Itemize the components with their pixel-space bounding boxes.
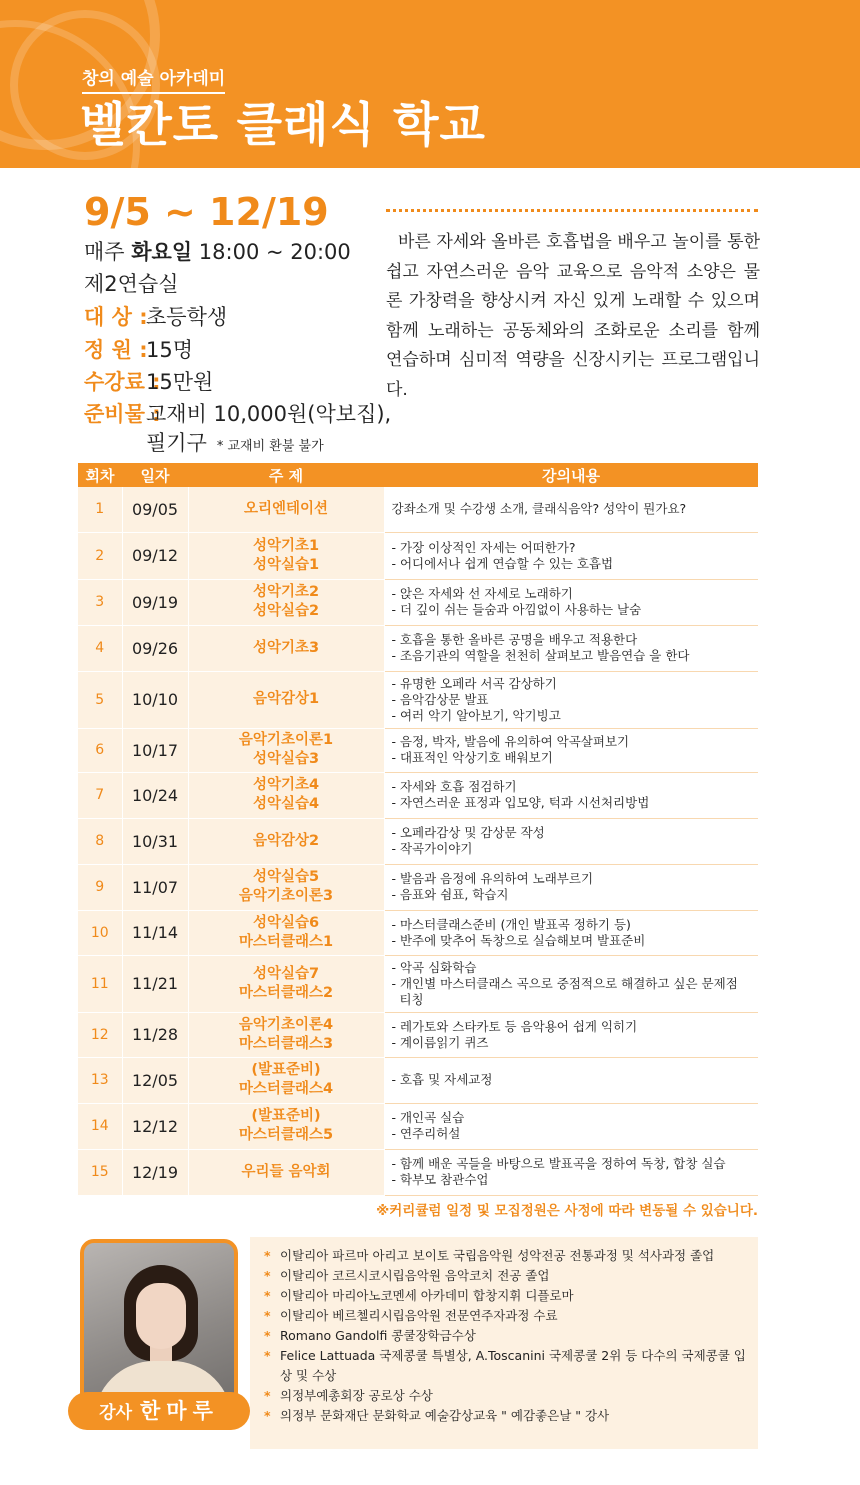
content-line: - 더 깊이 쉬는 들숨과 아낌없이 사용하는 날숨 <box>391 602 642 617</box>
content-line: - 어디에서나 쉽게 연습할 수 있는 호흡법 <box>391 555 614 571</box>
target-label: 대 상 : <box>84 305 148 329</box>
session-content <box>384 579 758 625</box>
bio-text: Romano Gandolfi 콩쿨장학금수상 <box>280 1328 476 1343</box>
content-line: - 개인곡 실습 <box>391 1110 465 1125</box>
table-row <box>78 1103 758 1149</box>
bio-text: 의정부 문화재단 문화학교 예술감상교육 " 예감좋은날 " 강사 <box>280 1408 610 1423</box>
session-number: 13 <box>78 1057 122 1103</box>
session-content <box>384 955 758 1012</box>
topic-line: 음악기초이론1 <box>238 732 334 748</box>
session-number: 10 <box>78 910 122 955</box>
lecturer-name-badge <box>68 1392 250 1430</box>
supplies-line <box>84 398 391 428</box>
content-line: - 유명한 오페라 서곡 감상하기 <box>391 675 557 691</box>
schedule-line <box>84 236 351 266</box>
content-line: - 자연스러운 표정과 입모양, 턱과 시선처리방법 <box>391 795 650 810</box>
topic-line: (발표준비) <box>251 1062 321 1078</box>
session-topic <box>188 728 384 772</box>
session-number: 11 <box>78 955 122 1012</box>
session-topic <box>188 772 384 818</box>
session-number: 9 <box>78 864 122 910</box>
topic-line: (발표준비) <box>251 1108 321 1124</box>
content-line: - 마스터클래스준비 (개인 발표곡 정하기 등) <box>391 916 631 932</box>
session-content <box>384 1057 758 1103</box>
session-content <box>384 487 758 532</box>
content-line: - 발음과 음정에 유의하여 노래부르기 <box>391 871 594 886</box>
session-content <box>384 625 758 671</box>
session-number: 15 <box>78 1149 122 1195</box>
table-row <box>78 818 758 864</box>
table-row <box>78 579 758 625</box>
table-row <box>78 772 758 818</box>
session-topic <box>188 579 384 625</box>
capacity-value: 15명 <box>146 338 194 362</box>
table-row <box>78 1057 758 1103</box>
session-number: 12 <box>78 1012 122 1057</box>
bio-item <box>264 1346 746 1386</box>
table-header-row <box>78 463 758 487</box>
header-content: 강의내용 <box>384 463 758 487</box>
session-content <box>384 728 758 772</box>
table-row <box>78 532 758 579</box>
session-content <box>384 818 758 864</box>
session-date: 09/26 <box>122 625 188 671</box>
session-number: 3 <box>78 579 122 625</box>
table-row <box>78 625 758 671</box>
session-topic <box>188 1012 384 1057</box>
session-number: 7 <box>78 772 122 818</box>
curriculum-footnote: ※커리큘럼 일정 및 모집정원은 사정에 따라 변동될 수 있습니다. <box>376 1203 758 1219</box>
session-topic <box>188 1149 384 1195</box>
topic-line: 마스터클래스5 <box>238 1127 334 1143</box>
session-date: 10/17 <box>122 728 188 772</box>
topic-line: 음악기초이론3 <box>238 888 334 904</box>
content-line: - 대표적인 악상기호 배워보기 <box>391 750 553 765</box>
asterisk-icon: * <box>264 1268 271 1283</box>
bio-text: 이탈리아 코르시코시립음악원 음악코치 전공 졸업 <box>280 1268 550 1283</box>
topic-line: 마스터클래스1 <box>238 933 334 950</box>
content-line: - 악곡 심화학습 <box>391 959 477 975</box>
target-value: 초등학생 <box>146 305 228 329</box>
bio-text: 이탈리아 베르첼리시립음악원 전문연주자과정 수료 <box>280 1308 558 1323</box>
asterisk-icon: * <box>264 1348 271 1363</box>
topic-line: 성악실습4 <box>252 796 320 812</box>
session-content <box>384 1012 758 1057</box>
session-content <box>384 671 758 728</box>
session-date: 12/05 <box>122 1057 188 1103</box>
topic-line: 성악기초3 <box>252 639 320 656</box>
program-description: 바른 자세와 올바른 호흡법을 배우고 놀이를 통한 쉽고 자연스러운 음악 교육으로 음악적 소양은 물론 가창력을 향상시켜 자신 있게 노래할 수 있으며 함께 노래하는 공동체와의 조화로운 소리를 함께 연습하며 심미적 역량을 신장시키는 프로그램입니다. <box>386 232 760 400</box>
schedule-day: 화요일 <box>131 240 193 264</box>
topic-line: 마스터클래스3 <box>238 1035 334 1052</box>
asterisk-icon: * <box>264 1388 271 1403</box>
supplies-label: 준비물 : <box>84 402 161 426</box>
session-topic <box>188 818 384 864</box>
topic-line: 성악기초1 <box>252 537 320 554</box>
content-line: - 조음기관의 역할을 천천히 살펴보고 발음연습 을 한다 <box>391 648 690 663</box>
bio-item <box>264 1246 746 1266</box>
capacity-label: 정 원 : <box>84 338 148 362</box>
content-line: 티칭 <box>391 991 424 1007</box>
session-date: 10/24 <box>122 772 188 818</box>
session-content <box>384 910 758 955</box>
bio-text: Felice Lattuada 국제콩쿨 특별상, A.Toscanini 국제콩쿨 2위 등 다수의 국제콩쿨 입상 및 수상 <box>280 1348 746 1383</box>
bio-item <box>264 1386 746 1406</box>
content-line: - 학부모 참관수업 <box>391 1172 489 1187</box>
asterisk-icon: * <box>264 1328 271 1343</box>
session-topic <box>188 625 384 671</box>
lecturer-bio <box>250 1237 758 1449</box>
content-line: - 음악감상문 발표 <box>391 691 489 707</box>
topic-line: 성악실습1 <box>252 556 320 573</box>
session-topic <box>188 1103 384 1149</box>
schedule-prefix: 매주 <box>84 240 132 264</box>
content-line: - 음정, 박자, 발음에 유의하여 악곡살펴보기 <box>391 734 630 749</box>
table-body <box>78 487 758 1195</box>
asterisk-icon: * <box>264 1248 271 1263</box>
asterisk-icon: * <box>264 1288 271 1303</box>
table-row <box>78 487 758 532</box>
header-topic: 주 제 <box>188 463 384 487</box>
session-number: 8 <box>78 818 122 864</box>
bio-item <box>264 1326 746 1346</box>
asterisk-icon: * <box>264 1408 271 1423</box>
session-content <box>384 1149 758 1195</box>
session-topic <box>188 1057 384 1103</box>
supplies-note: * 교재비 환불 불가 <box>216 439 324 454</box>
room-line: 제2연습실 <box>84 272 179 296</box>
session-date: 11/21 <box>122 955 188 1012</box>
session-number: 4 <box>78 625 122 671</box>
content-line: - 여러 악기 알아보기, 악기빙고 <box>391 707 561 723</box>
content-line: - 개인별 마스터클래스 곡으로 중점적으로 해결하고 싶은 문제점 <box>391 975 738 991</box>
fee-value: 15만원 <box>146 370 214 394</box>
session-date: 12/19 <box>122 1149 188 1195</box>
page-title: 벨칸토 클래식 학교 <box>80 98 486 153</box>
topic-line: 우리들 음악회 <box>241 1163 331 1180</box>
bio-item <box>264 1286 746 1306</box>
session-date: 09/12 <box>122 532 188 579</box>
content-line: 강좌소개 및 수강생 소개, 클래식음악? 성악이 뭔가요? <box>391 501 687 517</box>
table-row <box>78 1149 758 1195</box>
session-date: 11/28 <box>122 1012 188 1057</box>
topic-line: 마스터클래스4 <box>238 1081 334 1097</box>
topic-line: 음악기초이론4 <box>238 1016 334 1033</box>
header-session: 회차 <box>78 463 122 487</box>
session-topic <box>188 487 384 532</box>
capacity-line <box>84 334 193 364</box>
content-line: - 반주에 맞추어 독창으로 실습해보며 발표준비 <box>391 932 646 948</box>
photo-face <box>136 1283 186 1349</box>
topic-line: 성악기초2 <box>252 584 320 600</box>
topic-line: 성악실습6 <box>252 914 320 931</box>
content-line: - 계이름읽기 퀴즈 <box>391 1034 489 1050</box>
topic-line: 오리엔테이션 <box>243 500 329 517</box>
fee-line <box>84 366 213 396</box>
header-banner <box>0 0 860 168</box>
asterisk-icon: * <box>264 1308 271 1323</box>
dotted-divider <box>386 209 758 212</box>
content-line: - 오페라감상 및 감상문 작성 <box>391 825 545 840</box>
session-topic <box>188 864 384 910</box>
course-dates: 9/5 ~ 12/19 <box>84 190 329 234</box>
target-line <box>84 301 227 331</box>
content-line: - 앉은 자세와 선 자세로 노래하기 <box>391 586 573 601</box>
bio-item <box>264 1266 746 1286</box>
session-date: 10/10 <box>122 671 188 728</box>
table-row <box>78 1012 758 1057</box>
session-date: 12/12 <box>122 1103 188 1149</box>
session-topic <box>188 532 384 579</box>
session-number: 14 <box>78 1103 122 1149</box>
bio-text: 이탈리아 마리아노코멘세 아카데미 합창지휘 디플로마 <box>280 1288 574 1303</box>
lecturer-role: 강사 <box>99 1403 132 1423</box>
content-line: - 호흡을 통한 올바른 공명을 배우고 적용한다 <box>391 632 638 647</box>
session-number: 2 <box>78 532 122 579</box>
topic-line: 성악실습7 <box>252 965 320 982</box>
session-content <box>384 772 758 818</box>
bio-text: 의정부예총회장 공로상 수상 <box>280 1388 433 1403</box>
table-row <box>78 864 758 910</box>
content-line: - 음표와 쉼표, 학습지 <box>391 887 509 902</box>
lecturer-name: 한마루 <box>140 1399 219 1423</box>
session-date: 09/05 <box>122 487 188 532</box>
bio-item <box>264 1306 746 1326</box>
session-number: 5 <box>78 671 122 728</box>
session-date: 10/31 <box>122 818 188 864</box>
topic-line: 성악기초4 <box>252 777 320 793</box>
topic-line: 마스터클래스2 <box>238 984 334 1001</box>
content-line: - 레가토와 스타카토 등 음악용어 쉽게 익히기 <box>391 1018 638 1034</box>
content-line: - 가장 이상적인 자세는 어떠한가? <box>391 539 576 555</box>
table-row <box>78 671 758 728</box>
content-line: - 연주리허설 <box>391 1126 461 1141</box>
table-row <box>78 910 758 955</box>
academy-subtitle: 창의 예술 아카데미 <box>82 64 225 94</box>
session-topic <box>188 910 384 955</box>
content-line: - 호흡 및 자세교정 <box>391 1072 493 1087</box>
content-line: - 작곡가이야기 <box>391 841 473 856</box>
header-date: 일자 <box>122 463 188 487</box>
topic-line: 성악실습3 <box>252 751 320 767</box>
table-row <box>78 728 758 772</box>
curriculum-table <box>78 463 758 1196</box>
session-date: 11/07 <box>122 864 188 910</box>
session-date: 09/19 <box>122 579 188 625</box>
topic-line: 성악실습2 <box>252 603 320 619</box>
topic-line: 음악감상2 <box>252 832 320 849</box>
supplies-value-2: 필기구 <box>146 431 207 455</box>
supplies-value: 교재비 10,000원(악보집), <box>146 402 392 426</box>
bio-text: 이탈리아 파르마 아리고 보이토 국립음악원 성악전공 전통과정 및 석사과정 졸업 <box>280 1248 715 1263</box>
session-content <box>384 532 758 579</box>
session-date: 11/14 <box>122 910 188 955</box>
session-topic <box>188 955 384 1012</box>
table-row <box>78 955 758 1012</box>
topic-line: 음악감상1 <box>252 691 320 707</box>
session-number: 1 <box>78 487 122 532</box>
session-topic <box>188 671 384 728</box>
session-number: 6 <box>78 728 122 772</box>
fee-label: 수강료 : <box>84 370 161 394</box>
schedule-time: 18:00 ~ 20:00 <box>192 240 351 264</box>
session-content <box>384 864 758 910</box>
content-line: - 자세와 호흡 점검하기 <box>391 779 517 794</box>
content-line: - 함께 배운 곡들을 바탕으로 발표곡을 정하여 독창, 합창 실습 <box>391 1156 726 1171</box>
bio-item <box>264 1406 746 1426</box>
topic-line: 성악실습5 <box>252 869 320 885</box>
supplies-line-2 <box>146 427 324 457</box>
session-content <box>384 1103 758 1149</box>
